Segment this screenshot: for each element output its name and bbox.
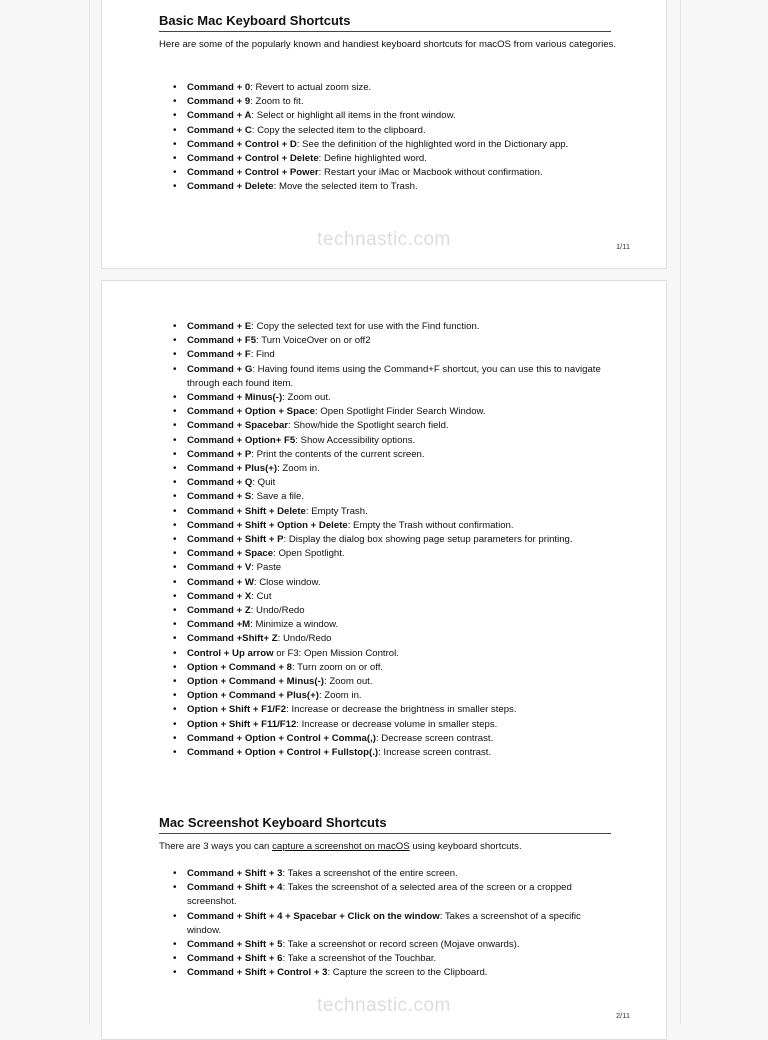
shortcut-item <box>187 533 617 547</box>
shortcut-item <box>187 718 617 732</box>
shortcut-description: : Quit <box>252 477 276 489</box>
shortcut-item <box>187 405 617 419</box>
shortcut-item <box>187 180 617 194</box>
shortcut-description: : Capture the screen to the Clipboard. <box>327 967 488 979</box>
document-page-2 <box>101 280 667 1040</box>
shortcut-item <box>187 476 617 490</box>
shortcut-description: : Close window. <box>253 576 321 588</box>
shortcut-item <box>187 434 617 448</box>
shortcut-item <box>187 867 617 881</box>
page-number: 2/11 <box>615 1011 630 1020</box>
shortcut-keys: Command + 9 <box>187 96 251 108</box>
shortcut-keys: Command + V <box>187 562 252 574</box>
shortcut-keys: Option + Command + 8 <box>187 661 293 673</box>
shortcut-keys: Option + Shift + F1/F2 <box>187 704 287 716</box>
shortcut-item <box>187 689 617 703</box>
shortcut-description: : Minimize a window. <box>250 619 339 631</box>
shortcut-keys: Command + Shift + 6 <box>187 953 283 965</box>
shortcut-description: : Zoom in. <box>277 463 320 475</box>
shortcut-description: : Define highlighted word. <box>318 153 427 165</box>
shortcut-description: : Zoom in. <box>318 690 362 702</box>
shortcut-description: : Zoom to fit. <box>250 96 304 108</box>
shortcut-description: : Cut <box>251 590 272 602</box>
shortcut-item <box>187 661 617 675</box>
shortcut-item <box>187 966 617 980</box>
shortcut-keys: Command +Shift+ Z <box>187 633 278 645</box>
right-margin-line <box>680 0 681 1024</box>
shortcut-description: : Turn zoom on or off. <box>292 661 384 673</box>
section-title-screenshot-shortcuts: Mac Screenshot Keyboard Shortcuts <box>159 814 611 834</box>
shortcut-item <box>187 348 617 362</box>
shortcut-keys: Command +M <box>187 619 251 631</box>
shortcut-list-basic <box>187 81 617 195</box>
shortcut-keys: Command + Delete <box>187 181 274 193</box>
shortcut-keys: Command + W <box>187 576 254 588</box>
shortcut-description: : Takes the screenshot of a selected area of the screen or a cropped screenshot. <box>187 882 572 908</box>
shortcut-keys: Command + A <box>187 110 252 122</box>
shortcut-description: : Increase or decrease the brightness in smaller steps. <box>286 704 517 716</box>
shortcut-item <box>187 490 617 504</box>
capture-screenshot-link[interactable]: capture a screenshot on macOS <box>272 841 410 852</box>
shortcut-description: : Save a file. <box>251 491 305 503</box>
shortcut-item <box>187 448 617 462</box>
shortcut-keys: Command + Z <box>187 605 251 617</box>
shortcut-keys: Command + Q <box>187 477 253 489</box>
shortcut-item <box>187 703 617 717</box>
shortcut-description: : Select or highlight all items in the front window. <box>251 110 456 122</box>
shortcut-description: : Zoom out. <box>323 676 373 688</box>
shortcut-item <box>187 910 617 938</box>
shortcut-description: : Decrease screen contrast. <box>375 732 494 744</box>
section-intro: Here are some of the popularly known and handiest keyboard shortcuts for macOS from various categories. <box>159 39 616 50</box>
shortcut-description: : Zoom out. <box>282 392 331 404</box>
shortcut-item <box>187 952 617 966</box>
shortcut-keys: Command + 0 <box>187 82 251 93</box>
shortcut-item <box>187 334 617 348</box>
shortcut-keys: Command + Plus(+) <box>187 463 278 475</box>
shortcut-item <box>187 675 617 689</box>
shortcut-item <box>187 462 617 476</box>
shortcut-keys: Command + Shift + Delete <box>187 505 306 517</box>
shortcut-keys: Command + Shift + 4 + Spacebar + Click on the window <box>187 910 440 922</box>
shortcut-keys: Command + Minus(-) <box>187 392 283 404</box>
shortcut-description: : Show/hide the Spotlight search field. <box>288 420 449 432</box>
shortcut-description: : Paste <box>251 562 282 574</box>
shortcut-item <box>187 604 617 618</box>
shortcut-item <box>187 505 617 519</box>
shortcut-description: : Take a screenshot or record screen (Mojave onwards). <box>282 939 520 951</box>
shortcut-keys: Command + Control + Power <box>187 167 319 179</box>
document-page-1 <box>101 0 667 269</box>
shortcut-keys: Option + Command + Plus(+) <box>187 690 319 702</box>
shortcut-description: : Take a screenshot of the Touchbar. <box>282 953 437 965</box>
shortcut-item <box>187 320 617 334</box>
shortcut-item <box>187 166 617 180</box>
shortcut-item <box>187 81 617 95</box>
shortcut-keys: Command + Option + Control + Comma(,) <box>187 732 376 744</box>
shortcut-description: : Empty Trash. <box>305 505 368 517</box>
shortcut-description: : Move the selected item to Trash. <box>273 181 418 193</box>
shortcut-keys: Command + Option + Space <box>187 406 315 418</box>
shortcut-item <box>187 124 617 138</box>
shortcut-description: or F3: Open Mission Control. <box>273 647 399 659</box>
shortcut-keys: Command + Shift + 5 <box>187 939 283 951</box>
shortcut-keys: Command + G <box>187 363 253 375</box>
shortcut-description: : Copy the selected item to the clipboard. <box>251 124 426 136</box>
shortcut-item <box>187 618 617 632</box>
shortcut-item <box>187 152 617 166</box>
shortcut-keys: Command + Shift + 4 <box>187 882 283 894</box>
shortcut-item <box>187 647 617 661</box>
shortcut-description: : Display the dialog box showing page setup parameters for printing. <box>283 534 573 546</box>
shortcut-list-screenshot <box>187 867 617 981</box>
shortcut-keys: Command + C <box>187 124 252 136</box>
section-title-basic-shortcuts: Basic Mac Keyboard Shortcuts <box>159 12 611 32</box>
shortcut-item <box>187 109 617 123</box>
shortcut-description: : Increase screen contrast. <box>378 747 492 759</box>
shortcut-description: : Show Accessibility options. <box>295 434 416 446</box>
shortcut-keys: Command + Spacebar <box>187 420 289 432</box>
shortcut-item <box>187 561 617 575</box>
shortcut-description: : Turn VoiceOver on or off2 <box>256 335 371 347</box>
shortcut-keys: Command + Control + D <box>187 138 297 150</box>
watermark: technastic.com <box>317 995 451 1016</box>
shortcut-keys: Option + Command + Minus(-) <box>187 676 324 688</box>
shortcut-keys: Command + Option + Control + Fullstop(.) <box>187 747 379 759</box>
shortcut-keys: Command + Shift + P <box>187 534 284 546</box>
shortcut-description: : Print the contents of the current screen. <box>251 448 425 460</box>
shortcut-description: : Having found items using the Command+F shortcut, you can use this to navigate through each found item. <box>187 363 601 389</box>
shortcut-item <box>187 419 617 433</box>
shortcut-keys: Command + Shift + 3 <box>187 868 283 879</box>
shortcut-item <box>187 590 617 604</box>
shortcut-description: : Takes a screenshot of the entire screen. <box>282 868 458 879</box>
shortcut-item <box>187 632 617 646</box>
shortcut-description: : Open Spotlight Finder Search Window. <box>314 406 486 418</box>
watermark: technastic.com <box>317 229 451 250</box>
shortcut-description: : Takes a screenshot of a specific window. <box>187 910 581 936</box>
shortcut-item <box>187 881 617 909</box>
shortcut-keys: Command + P <box>187 448 252 460</box>
shortcut-keys: Control + Up arrow <box>187 647 274 659</box>
shortcut-list-continued <box>187 320 617 760</box>
shortcut-item <box>187 95 617 109</box>
shortcut-keys: Command + Shift + Option + Delete <box>187 519 348 531</box>
shortcut-description: : Copy the selected text for use with the Find function. <box>251 321 480 332</box>
shortcut-keys: Command + Shift + Control + 3 <box>187 967 328 979</box>
shortcut-description: : Increase or decrease volume in smaller steps. <box>296 718 498 730</box>
shortcut-keys: Command + Option+ F5 <box>187 434 296 446</box>
shortcut-keys: Command + F5 <box>187 335 257 347</box>
shortcut-description: : See the definition of the highlighted word in the Dictionary app. <box>296 138 569 150</box>
shortcut-description: : Restart your iMac or Macbook without confirmation. <box>318 167 543 179</box>
shortcut-item <box>187 519 617 533</box>
shortcut-item <box>187 138 617 152</box>
screenshot-section-intro <box>159 840 619 854</box>
shortcut-keys: Command + S <box>187 491 252 503</box>
shortcut-keys: Command + E <box>187 321 252 332</box>
shortcut-item <box>187 732 617 746</box>
shortcut-keys: Command + Control + Delete <box>187 153 319 165</box>
left-margin-line <box>89 0 90 1024</box>
shortcut-description: : Find <box>250 349 275 361</box>
shortcut-item <box>187 363 617 391</box>
shortcut-keys: Command + Space <box>187 548 274 560</box>
shortcut-keys: Option + Shift + F11/F12 <box>187 718 297 730</box>
shortcut-item <box>187 391 617 405</box>
intro-text-after: using keyboard shortcuts. <box>409 841 522 852</box>
intro-text-before: There are 3 ways you can <box>159 841 273 852</box>
shortcut-description: : Open Spotlight. <box>273 548 345 560</box>
shortcut-keys: Command + X <box>187 590 252 602</box>
shortcut-item <box>187 547 617 561</box>
shortcut-description: : Undo/Redo <box>277 633 332 645</box>
shortcut-description: : Revert to actual zoom size. <box>250 82 372 93</box>
shortcut-keys: Command + F <box>187 349 251 361</box>
shortcut-item <box>187 576 617 590</box>
shortcut-description: : Empty the Trash without confirmation. <box>347 519 514 531</box>
shortcut-item <box>187 938 617 952</box>
shortcut-description: : Undo/Redo <box>250 605 305 617</box>
shortcut-item <box>187 746 617 760</box>
page-number: 1/11 <box>615 242 630 251</box>
